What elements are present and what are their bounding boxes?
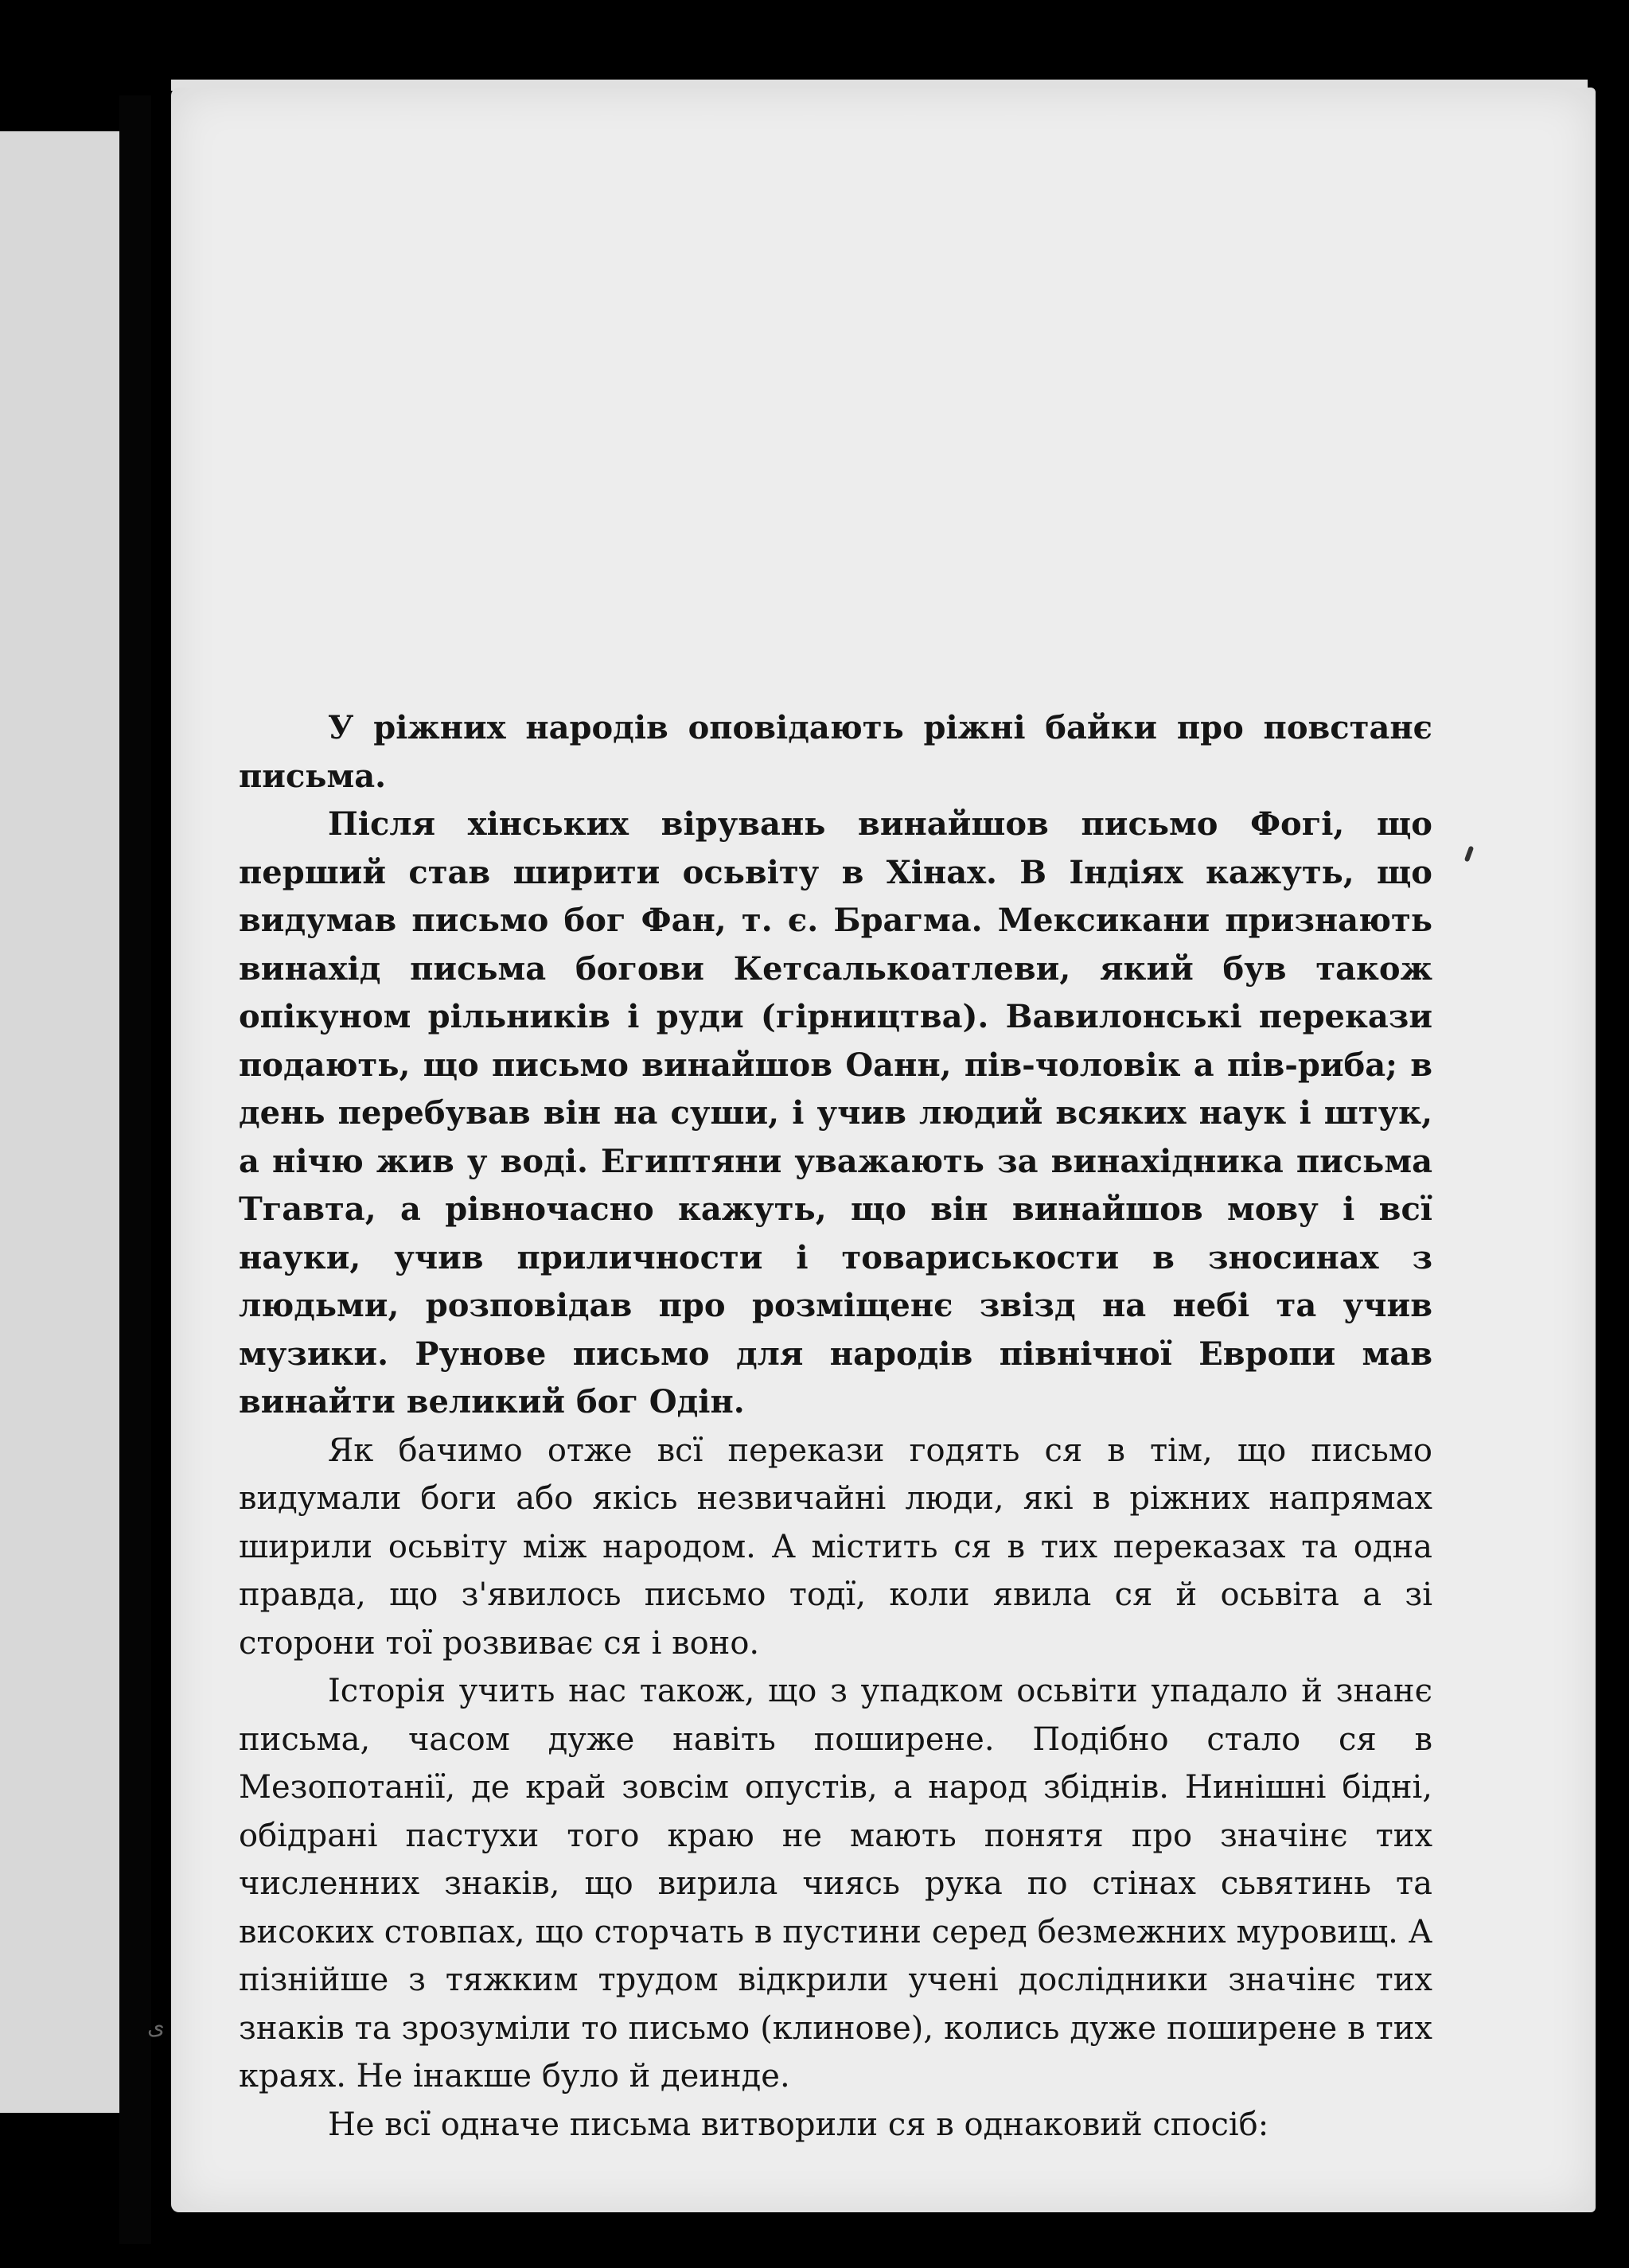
adjacent-page-strip [0,131,119,2113]
paragraph-1: У ріжних народів оповідають ріжні байки про повстанє письма. [239,709,1432,795]
book-gutter [119,95,151,2244]
paragraph-3: Як бачимо отже всї перекази годять ся в тім, що письмо видумали боги або якісь незвичайні люди, які в ріжних напрямах ширили осьвіту між народом. А містить ся в тих переказах та одна правда, що з'явилось письмо тодї, коли явила ся й осьвіта а зі сторони тої розвиває ся і воно. [239,1432,1432,1662]
margin-mark: ی [147,2013,165,2040]
paragraph-5: Не всї одначе письма витворили ся в однаковий спосіб: [328,2106,1269,2143]
page-text-block [239,704,1432,2149]
paragraph-2: Після хінських вірувань винайшов письмо Фогі, що перший став ширити осьвіту в Хінах. В Індіях кажуть, що видумав письмо бог Фан, т. є. Брагма. Мексикани признають винахід письма богови Кетсалькоатлеви, який був також опікуном рільників і руди (гірництва). Вавилонські перекази подають, що письмо винайшов Оанн, пів-чоловік а пів-риба; в день перебував він на суши, і учив людий всяких наук і штук, а нічю жив у воді. Египтяни уважають за винахідника письма Тгавта, а рівночасно кажуть, що він винайшов мову і всї науки, учив приличности і товариськости в зносинах з людьми, розповідав про розміщенє звізд на небі та учив музики. Рунове письмо для народів північної Европи мав винайти великий бог Одін. [239,805,1432,1420]
paragraph-4: Історія учить нас також, що з упадком осьвіти упадало й знанє письма, часом дуже навіть поширене. Подібно стало ся в Мезопотанії, де край зовсім опустів, а народ збіднів. Нинішні бідні, обідрані пастухи того краю не мають понятя про значінє тих численних знаків, що вирила чиясь рука по стінах сьвятинь та високих стовпах, що сторчать в пустини серед безмежних муровищ. А пізнійше з тяжким трудом відкрили учені дослідники значінє тих знаків та зрозуміли то письмо (клинове), колись дуже поширене в тих краях. Не інакше було й деинде. [239,1673,1432,2095]
